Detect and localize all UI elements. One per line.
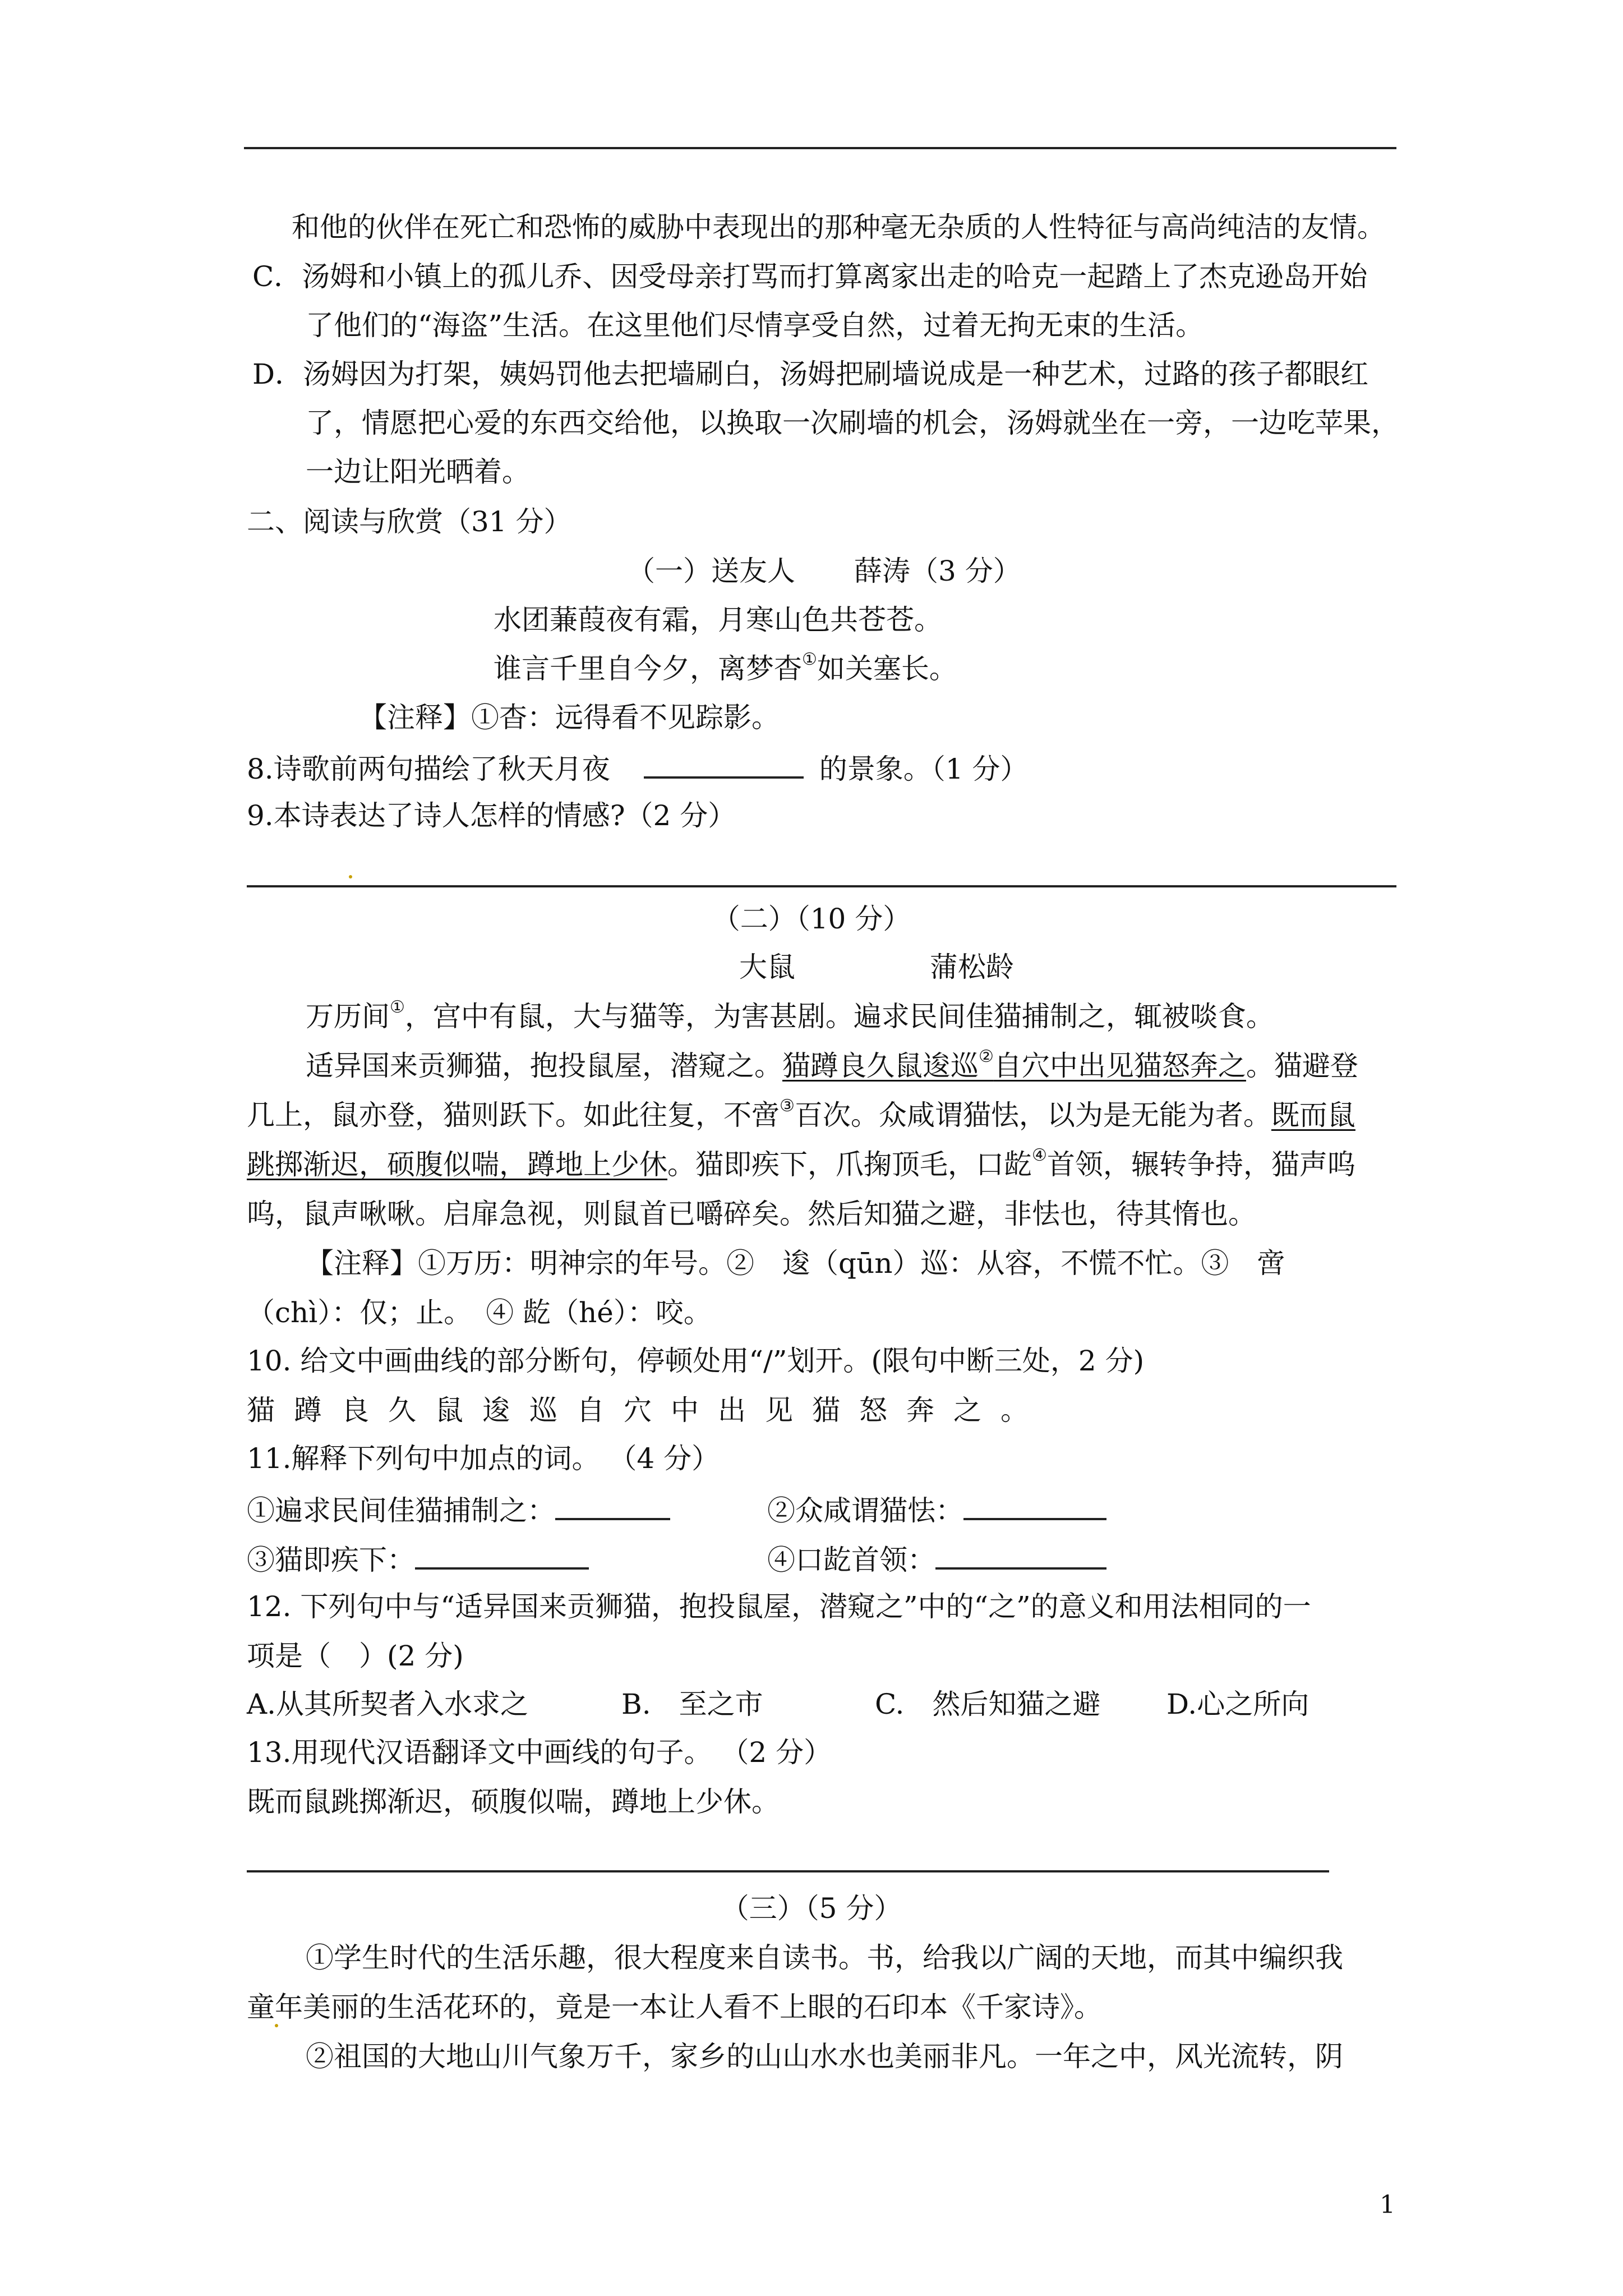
underlined-sentence: 猫蹲良久鼠逡巡②自穴中出见猫怒奔之 — [782, 1047, 1246, 1082]
option-d-line: 一边让阳光晒着。 — [306, 455, 530, 488]
stray-dot — [275, 2024, 278, 2027]
poem-note: 【注释】①杳：远得看不见踪影。 — [359, 701, 780, 734]
question-9: 9.本诗表达了诗人怎样的情感?（2 分） — [247, 799, 736, 832]
article-paragraph: ②祖国的大地山川气象万千，家乡的山山水水也美丽非凡。一年之中，风光流转，阴 — [306, 2040, 1343, 2073]
text-line: 和他的伙伴在死亡和恐怖的威胁中表现出的那种毫无杂质的人性特征与高尚纯洁的友情。 — [292, 211, 1385, 243]
poem-heading — [627, 554, 1021, 588]
answer-line[interactable] — [247, 1870, 1329, 1872]
article-note: 【注释】①万历：明神宗的年号。② 逡（qūn）巡：从容，不慌不忙。③ 啻 — [306, 1247, 1285, 1280]
answer-line[interactable] — [247, 885, 1396, 887]
header-rule — [244, 147, 1396, 149]
footnote-mark: ① — [802, 650, 817, 669]
option-c-line: C．汤姆和小镇上的孤儿乔、因受母亲打骂而打算离家出走的哈克一起踏上了杰克逊岛开始 — [252, 260, 1368, 293]
footnote-mark: ④ — [1032, 1145, 1047, 1165]
poem-line: 谁言千里自今夕，离梦杳①如关塞长。 — [494, 650, 957, 685]
article-line: 童年美丽的生活花环的，竟是一本让人看不上眼的石印本《千家诗》。 — [247, 1991, 1102, 2023]
question-11-item: ④口龁首领： — [767, 1540, 1106, 1577]
article-paragraph: 万历间①，宫中有鼠，大与猫等，为害甚剧。遍求民间佳猫捕制之，辄被啖食。 — [306, 997, 1274, 1033]
poem-title: （一）送友人 — [627, 555, 795, 587]
option-d-line: 了，情愿把心爱的东西交给他，以换取一次刷墙的机会，汤姆就坐在一旁，一边吃苹果， — [306, 407, 1399, 439]
article-title: 大鼠 — [739, 951, 795, 983]
option-b[interactable]: B. 至之市 — [621, 1688, 763, 1720]
answer-blank[interactable] — [935, 1540, 1106, 1570]
poem-author: 薛涛（3 分） — [854, 555, 1021, 587]
article-paragraph: ①学生时代的生活乐趣，很大程度来自读书。书，给我以广阔的天地，而其中编织我 — [306, 1941, 1343, 1974]
option-c-line: 了他们的“海盗”生活。在这里他们尽情享受自然，过着无拘无束的生活。 — [306, 309, 1204, 342]
underlined-sentence: 跳掷渐迟，硕腹似喘，蹲地上少休 — [247, 1148, 667, 1181]
question-11: 11.解释下列句中加点的词。 （4 分） — [247, 1442, 720, 1475]
footnote-mark: ② — [979, 1047, 994, 1066]
question-8: 8.诗歌前两句描绘了秋天月夜 的景象。（1 分） — [247, 749, 1028, 786]
article-heading — [739, 950, 1014, 984]
option-c[interactable]: C. 然后知猫之避 — [875, 1688, 1101, 1720]
answer-blank[interactable] — [644, 749, 804, 779]
option-a[interactable]: A.从其所契者入水求之 — [247, 1688, 529, 1720]
poem-line: 水团蒹葭夜有霜，月寒山色共苍苍。 — [494, 604, 942, 636]
question-13-text: 既而鼠跳掷渐迟，硕腹似喘，蹲地上少休。 — [247, 1786, 780, 1818]
question-12: 12. 下列句中与“适异国来贡狮猫，抱投鼠屋，潜窥之”中的“之”的意义和用法相同的一 — [247, 1590, 1311, 1623]
article-line: 跳掷渐迟，硕腹似喘，蹲地上少休。猫即疾下，爪掬顶毛，口龁④首领，辗转争持，猫声呜 — [247, 1145, 1355, 1181]
option-d[interactable]: D.心之所向 — [1166, 1688, 1310, 1720]
answer-blank[interactable] — [415, 1540, 589, 1570]
section-heading: （二）（10 分） — [712, 903, 911, 935]
article-line: 几上，鼠亦登，猫则跃下。如此往复，不啻③百次。众咸谓猫怯，以为是无能为者。既而鼠 — [247, 1096, 1355, 1131]
underlined-sentence: 既而鼠 — [1271, 1099, 1355, 1131]
question-13: 13.用现代汉语翻译文中画线的句子。 （2 分） — [247, 1736, 832, 1769]
question-10-text: 猫蹲良久鼠逡巡自穴中出见猫怒奔之。 — [247, 1394, 1048, 1427]
question-10: 10. 给文中画曲线的部分断句，停顿处用“/”划开。(限句中断三处，2 分) — [247, 1345, 1145, 1377]
question-12: 项是（ ）(2 分) — [247, 1640, 464, 1672]
section-heading: （三）（5 分） — [721, 1892, 902, 1925]
article-line: 呜，鼠声啾啾。启扉急视，则鼠首已嚼碎矣。然后知猫之避，非怯也，待其惰也。 — [247, 1198, 1256, 1230]
question-11-item: ②众咸谓猫怯： — [767, 1491, 1106, 1527]
stray-dot — [349, 875, 352, 878]
article-paragraph: 适异国来贡狮猫，抱投鼠屋，潜窥之。猫蹲良久鼠逡巡②自穴中出见猫怒奔之。猫避登 — [306, 1047, 1358, 1082]
option-d-line: D．汤姆因为打架，姨妈罚他去把墙刷白，汤姆把刷墙说成是一种艺术，过路的孩子都眼红 — [252, 358, 1369, 390]
article-note: （chì）：仅；止。 ④ 龁（hé）：咬。 — [247, 1296, 712, 1329]
section-heading: 二、阅读与欣赏（31 分） — [247, 505, 572, 538]
answer-blank[interactable] — [963, 1491, 1106, 1520]
footnote-mark: ① — [390, 997, 405, 1017]
question-11-item: ③猫即疾下： — [247, 1540, 589, 1577]
page-number: 1 — [1380, 2191, 1395, 2219]
footnote-mark: ③ — [780, 1096, 795, 1116]
answer-blank[interactable] — [555, 1491, 670, 1520]
question-11-item: ①遍求民间佳猫捕制之： — [247, 1491, 670, 1527]
article-author: 蒲松龄 — [930, 951, 1014, 983]
